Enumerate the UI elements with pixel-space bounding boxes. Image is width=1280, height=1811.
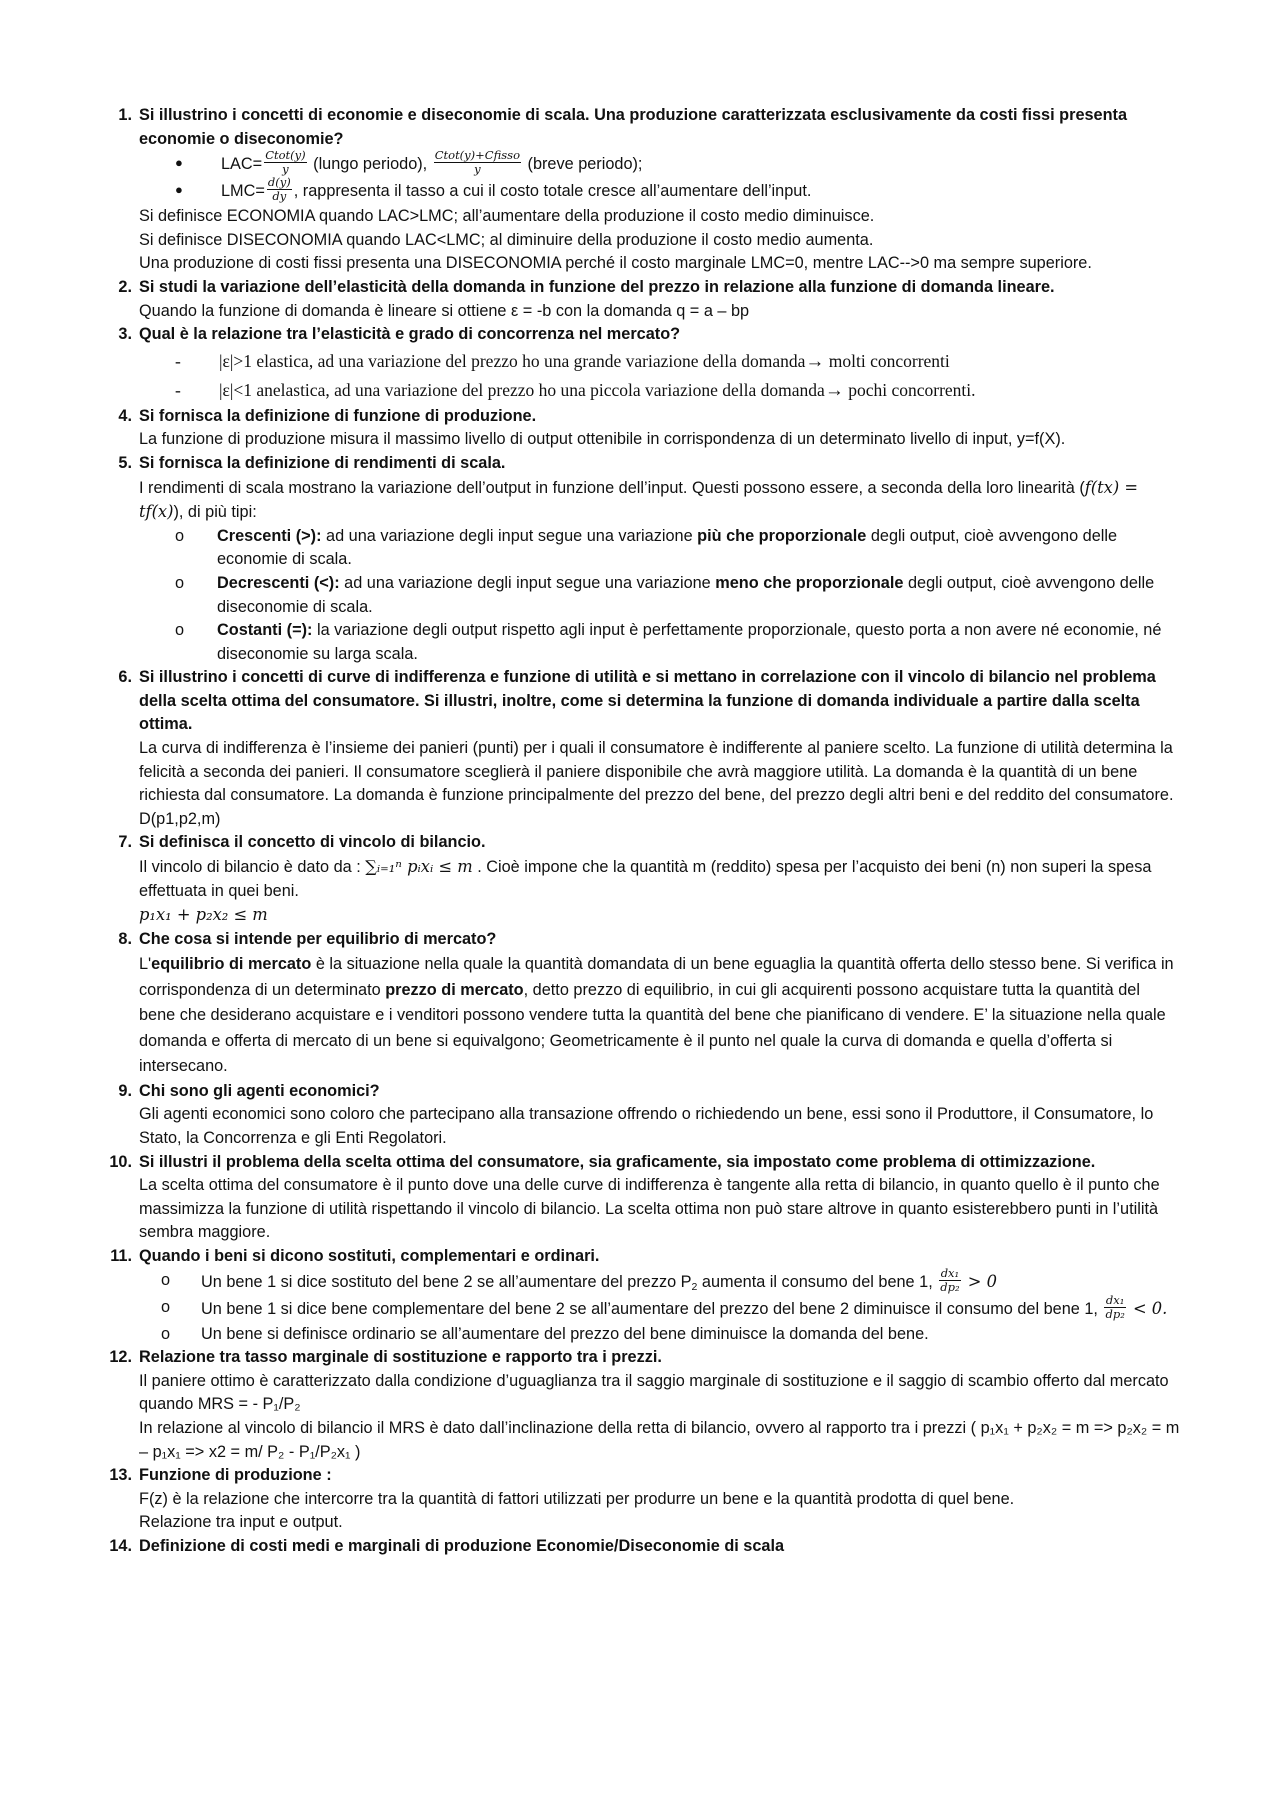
list-item-lmc: ● LMC= $\frac{d(y)}{dy}$ , rappresenta il tasso a cui il costo totale cresce all’aumentare dell’input. xyxy=(175,175,812,204)
paragraph: Quando la funzione di domanda è lineare si ottiene ε = -b con la domanda q = a – bp xyxy=(139,301,750,320)
question-number: 8. xyxy=(118,929,132,948)
question-2 xyxy=(96,276,1180,323)
question-3 xyxy=(96,323,1180,405)
question-number: 5. xyxy=(118,453,132,472)
lmc-fraction: $\frac{d(y)}{dy}$ xyxy=(267,175,291,204)
circle-marker: o xyxy=(161,1297,171,1316)
question-number: 1. xyxy=(118,106,132,124)
summation-formula: ∑ᵢ₌₁ⁿ pᵢxᵢ ≤ m xyxy=(365,857,473,877)
question-11 xyxy=(96,1245,1180,1346)
math-formula: f(tx) = tf(x) xyxy=(139,477,1139,522)
question-title: Relazione tra tasso marginale di sostituzione e rapporto tra i prezzi. xyxy=(139,1348,662,1367)
question-number: 3. xyxy=(118,325,132,344)
paragraph: Si definisce ECONOMIA quando LAC>LMC; all’aumentare della produzione il costo medio diminuisce. xyxy=(139,207,875,226)
list-item: o Crescenti (>): ad una variazione degli input segue una variazione più che proporzionale degli output, cioè avvengono delle economie di scala. xyxy=(175,526,1118,569)
paragraph: Il paniere ottimo è caratterizzato dalla condizione d’uguaglianza tra il saggio marginale di sostituzione e il saggio di scambio offerto dal mercato quando MRS = - P₁/P₂ xyxy=(139,1371,1169,1414)
question-title: Funzione di produzione : xyxy=(139,1466,332,1485)
dash-marker: - xyxy=(175,350,181,371)
question-1 xyxy=(96,104,1180,276)
question-title: Si illustri il problema della scelta ottima del consumatore, sia graficamente, sia impostato come problema di ottimizzazione. xyxy=(139,1152,1096,1171)
list-item-substitute: o Un bene 1 si dice sostituto del bene 2 se all’aumentare del prezzo $P_2$ aumenta il consumo del bene 1, $\frac{\text{dx₁}}{\text{dp₂}}$ > 0 xyxy=(161,1265,997,1294)
lac-long-fraction: $\frac{\text{Ctot(y)}}{y}$ xyxy=(265,148,306,177)
question-title: Si studi la variazione dell’elasticità della domanda in funzione del prezzo in relazione alla funzione di domanda lineare. xyxy=(139,277,1055,296)
question-6 xyxy=(96,666,1180,831)
bullet-marker: ● xyxy=(175,155,183,171)
goods-list xyxy=(139,1265,1180,1347)
derivative-fraction: $\frac{\text{dx₁}}{\text{dp₂}}$ xyxy=(940,1265,960,1294)
question-title: Si fornisca la definizione di rendimenti di scala. xyxy=(139,453,506,472)
list-item: o Decrescenti (<): ad una variazione degli input segue una variazione meno che proporzionale degli output, cioè avvengono delle diseconomie di scala. xyxy=(175,573,1155,616)
dash-marker: - xyxy=(175,379,181,400)
paragraph: Il vincolo di bilancio è dato da : ∑ᵢ₌₁ⁿ pᵢxᵢ ≤ m . Cioè impone che la quantità m (reddito) spesa per l’acquisto dei beni (n) non superi la spesa effettuata in quei beni. xyxy=(139,857,1152,900)
paragraph: La funzione di produzione misura il massimo livello di output ottenibile in corrispondenza di un determinato livello di input, y=f(X). xyxy=(139,430,1066,449)
question-title: Quando i beni si dicono sostituti, complementari e ordinari. xyxy=(139,1246,600,1265)
circle-marker: o xyxy=(161,1324,171,1343)
elasticity-list xyxy=(139,347,1180,405)
list-item: - |ε|<1 anelastica, ad una variazione del prezzo ho una piccola variazione della domanda→ pochi concorrenti. xyxy=(139,376,1180,405)
paragraph: F(z) è la relazione che intercorre tra la quantità di fattori utilizzati per produrre un bene e la quantità prodotta di quel bene. xyxy=(139,1489,1015,1508)
question-5 xyxy=(96,452,1180,666)
question-9 xyxy=(96,1080,1180,1151)
derivative-fraction: $\frac{\text{dx₁}}{\text{dp₂}}$ xyxy=(1105,1292,1125,1321)
question-4 xyxy=(96,405,1180,452)
question-number: 9. xyxy=(118,1081,132,1100)
question-title: Si definisca il concetto di vincolo di bilancio. xyxy=(139,833,486,852)
paragraph: Gli agenti economici sono coloro che partecipano alla transazione offrendo o richiedendo un bene, essi sono il Produttore, il Consumatore, lo Stato, la Concorrenza e gli Enti Regolatori. xyxy=(139,1105,1154,1147)
list-item-complement: o Un bene 1 si dice bene complementare del bene 2 se all’aumentare del prezzo del bene 2 diminuisce il consumo del bene 1, $\frac{\text{dx₁}}{\text{dp₂}}$ < 0. xyxy=(161,1292,1168,1321)
question-13 xyxy=(96,1464,1180,1535)
question-title: Definizione di costi medi e marginali di produzione Economie/Diseconomie di scala xyxy=(139,1536,785,1555)
arrow-right-icon: → xyxy=(805,350,825,372)
list-item: o Costanti (=): la variazione degli output rispetto agli input è perfettamente proporzionale, questo porta a non avere né economie, né diseconomie su larga scala. xyxy=(175,621,1162,663)
list-item-ordinary: o Un bene si definisce ordinario se all’aumentare del prezzo del bene diminuisce la domanda del bene. xyxy=(139,1323,1180,1347)
paragraph: I rendimenti di scala mostrano la variazione dell’output in funzione dell’input. Questi possono essere, a seconda della loro linearità (f(tx) = tf(x)), di più tipi: xyxy=(139,477,1139,522)
question-number: 6. xyxy=(118,668,132,687)
question-number: 2. xyxy=(118,277,132,296)
question-10 xyxy=(96,1151,1180,1245)
question-title: Qual è la relazione tra l’elasticità e grado di concorrenza nel mercato? xyxy=(139,325,681,344)
question-number: 12. xyxy=(109,1348,132,1367)
list-item-lac: ● LAC= $\frac{\text{Ctot(y)}}{y}$ (lungo periodo), $\frac{\text{Ctot(y)+Cfisso}}{y}$ (breve periodo); xyxy=(175,148,643,177)
paragraph: In relazione al vincolo di bilancio il MRS è dato dall’inclinazione della retta di bilancio, ovvero al rapporto tra i prezzi ( p₁x₁ + p₂x₂ = m => p₂x₂ = m – p₁x₁ => x2 = m/ P₂ - P₁/P₂x₁ ) xyxy=(139,1418,1180,1461)
question-number: 7. xyxy=(118,833,132,852)
circle-marker: o xyxy=(175,621,185,640)
paragraph: Relazione tra input e output. xyxy=(139,1513,343,1532)
question-number: 14. xyxy=(109,1536,132,1555)
question-number: 10. xyxy=(109,1152,132,1171)
paragraph: La scelta ottima del consumatore è il punto dove una delle curve di indifferenza è tangente alla retta di bilancio, in quanto quello è il punto che massimizza la funzione di utilità rispettando il vincolo di bilancio. La scelta ottima non può stare altrove in quanto esisterebbero punti in l’utilità sembra maggiore. xyxy=(139,1176,1160,1242)
lac-short-fraction: $\frac{\text{Ctot(y)+Cfisso}}{y}$ xyxy=(434,148,520,177)
question-12 xyxy=(96,1346,1180,1464)
budget-formula: p₁x₁ + p₂x₂ ≤ m xyxy=(139,905,268,925)
question-title: Che cosa si intende per equilibrio di mercato? xyxy=(139,929,497,948)
paragraph: Una produzione di costi fissi presenta una DISECONOMIA perché il costo marginale LMC=0, mentre LAC-->0 ma sempre superiore. xyxy=(139,254,1092,273)
question-7 xyxy=(96,831,1180,926)
returns-list xyxy=(139,525,1180,667)
paragraph: L'equilibrio di mercato è la situazione nella quale la quantità domandata di un bene eguaglia la quantità offerta dello stesso bene. Si verifica in corrispondenza di un determinato prezzo di mercato, detto prezzo di equilibrio, in cui gli acquirenti possono acquistare tutta la quantità del bene che desiderano acquistare e i venditori possono vendere tutta la quantità del bene che pianificano di vendere. E’ la situazione nella quale domanda e offerta di mercato di un bene si equivalgono; Geometricamente è il punto nel quale la curva di domanda e quella d’offerta si intersecano. xyxy=(139,955,1174,1076)
formula-list xyxy=(139,148,1180,205)
question-title: Si illustrino i concetti di economie e diseconomie di scala. Una produzione caratterizzata esclusivamente da costi fissi presenta economie o diseconomie? xyxy=(139,106,1128,148)
question-title: Si illustrino i concetti di curve di indifferenza e funzione di utilità e si mettano in correlazione con il vincolo di bilancio nel problema della scelta ottima del consumatore. Si illustri, inoltre, come si determina la funzione di domanda individuale a partire dalla scelta ottima. xyxy=(139,668,1156,734)
question-title: Chi sono gli agenti economici? xyxy=(139,1081,380,1100)
circle-marker: o xyxy=(175,526,185,545)
question-number: 11. xyxy=(110,1246,132,1265)
paragraph: La curva di indifferenza è l’insieme dei panieri (punti) per i quali il consumatore è indifferente al paniere scelto. La funzione di utilità determina la felicità a seconda dei panieri. Il consumatore sceglierà il paniere disponibile che avrà maggiore utilità. La domanda è la quantità di un bene richiesta dal consumatore. La domanda è funzione principalmente del prezzo del bene, del prezzo degli altri beni e del reddito del consumatore. D(p1,p2,m) xyxy=(139,739,1174,828)
question-8 xyxy=(96,927,1180,1080)
question-number: 13. xyxy=(109,1466,132,1485)
question-14 xyxy=(96,1535,1180,1559)
question-number: 4. xyxy=(118,406,132,425)
paragraph: Si definisce DISECONOMIA quando LAC<LMC; al diminuire della produzione il costo medio aumenta. xyxy=(139,230,874,249)
list-item: - |ε|>1 elastica, ad una variazione del prezzo ho una grande variazione della domanda→ molti concorrenti xyxy=(139,347,1180,376)
circle-marker: o xyxy=(161,1270,171,1289)
bullet-marker: ● xyxy=(175,182,183,198)
circle-marker: o xyxy=(175,573,185,592)
arrow-right-icon: → xyxy=(824,379,844,401)
question-title: Si fornisca la definizione di funzione di produzione. xyxy=(139,406,537,425)
